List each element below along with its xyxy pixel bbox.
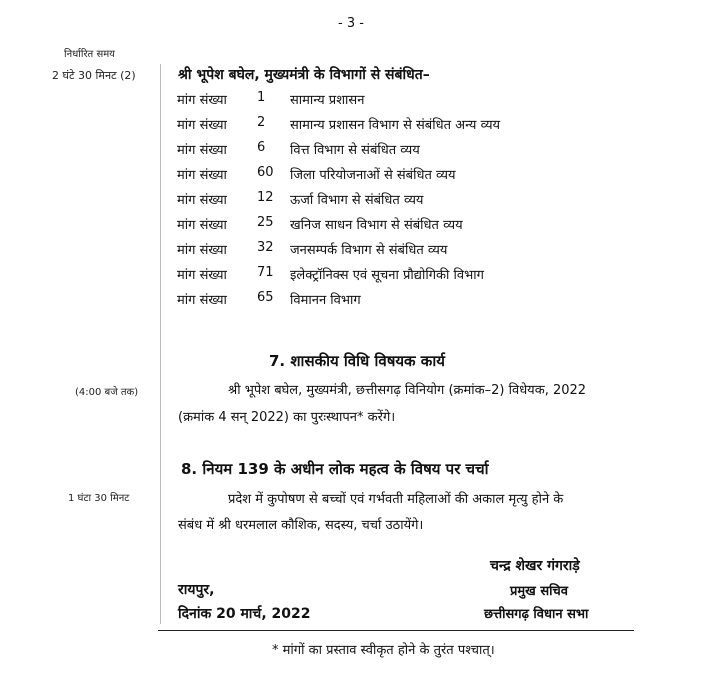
budget-intro: श्री भूपेश बघेल, मुख्यमंत्री के विभागों से संबंधित– <box>178 67 430 83</box>
demand-number: 2 <box>257 115 266 130</box>
demand-number: 6 <box>257 140 266 155</box>
demand-label: मांग संख्या <box>177 168 227 183</box>
demand-label: मांग संख्या <box>177 218 227 233</box>
demand-number: 12 <box>257 190 274 205</box>
demand-description: इलेक्ट्रॉनिक्स एवं सूचना प्रौद्योगिकी विभाग <box>290 268 484 283</box>
demand-label: मांग संख्या <box>177 93 227 108</box>
demand-number: 32 <box>257 240 274 255</box>
demand-description: वित्त विभाग से संबंधित व्यय <box>290 143 420 158</box>
demand-number: 1 <box>257 90 266 105</box>
allotted-time-value: 2 घंटे 30 मिनट (2) <box>52 69 136 82</box>
demand-label: मांग संख्या <box>177 118 227 133</box>
demand-description: जिला परियोजनाओं से संबंधित व्यय <box>290 168 456 183</box>
section7-title: 7. शासकीय विधि विषयक कार्य <box>269 352 445 370</box>
page-number: - 3 - <box>338 16 364 31</box>
demand-number: 25 <box>257 215 274 230</box>
demand-description: सामान्य प्रशासन विभाग से संबंधित अन्य व्यय <box>290 118 501 133</box>
demand-label: मांग संख्या <box>177 268 227 283</box>
demand-description: जनसम्पर्क विभाग से संबंधित व्यय <box>290 243 448 258</box>
demand-description: सामान्य प्रशासन <box>290 93 365 108</box>
demand-description: खनिज साधन विभाग से संबंधित व्यय <box>290 218 463 233</box>
section8-text-line1: प्रदेश में कुपोषण से बच्चों एवं गर्भवती महिलाओं की अकाल मृत्यु होने के <box>228 492 564 507</box>
signatory-designation: प्रमुख सचिव <box>510 584 568 599</box>
demand-label: मांग संख्या <box>177 293 227 308</box>
section7-time-note: (4:00 बजे तक) <box>75 387 139 398</box>
signatory-office: छत्तीसगढ़ विधान सभा <box>484 607 589 622</box>
demand-description: विमानन विभाग <box>290 293 361 308</box>
date: दिनांक 20 मार्च, 2022 <box>178 606 311 622</box>
demand-number: 65 <box>257 290 274 305</box>
demand-label: मांग संख्या <box>177 193 227 208</box>
footnote-divider <box>158 630 634 631</box>
demand-label: मांग संख्या <box>177 243 227 258</box>
allotted-time-label: निर्धारित समय <box>64 49 115 60</box>
section8-title: 8. नियम 139 के अधीन लोक महत्व के विषय पर चर्चा <box>181 460 489 478</box>
section8-text-line2: संबंध में श्री धरमलाल कौशिक, सदस्य, चर्चा उठायेंगे। <box>178 518 424 533</box>
margin-divider <box>160 64 161 624</box>
footnote: * मांगों का प्रस्ताव स्वीकृत होने के तुरंत पश्चात्। <box>272 643 495 658</box>
section7-text-line2: (क्रमांक 4 सन् 2022) का पुरःस्थापन* करेंगे। <box>178 410 396 425</box>
demand-number: 71 <box>257 265 274 280</box>
place: रायपुर, <box>178 582 215 598</box>
signatory-name: चन्द्र शेखर गंगराड़े <box>490 558 580 574</box>
demand-label: मांग संख्या <box>177 143 227 158</box>
section7-text-line1: श्री भूपेश बघेल, मुख्यमंत्री, छत्तीसगढ़ विनियोग (क्रमांक–2) विधेयक, 2022 <box>228 383 587 398</box>
demand-number: 60 <box>257 165 274 180</box>
demand-description: ऊर्जा विभाग से संबंधित व्यय <box>290 193 424 208</box>
section8-time-note: 1 घंटा 30 मिनट <box>68 493 130 504</box>
